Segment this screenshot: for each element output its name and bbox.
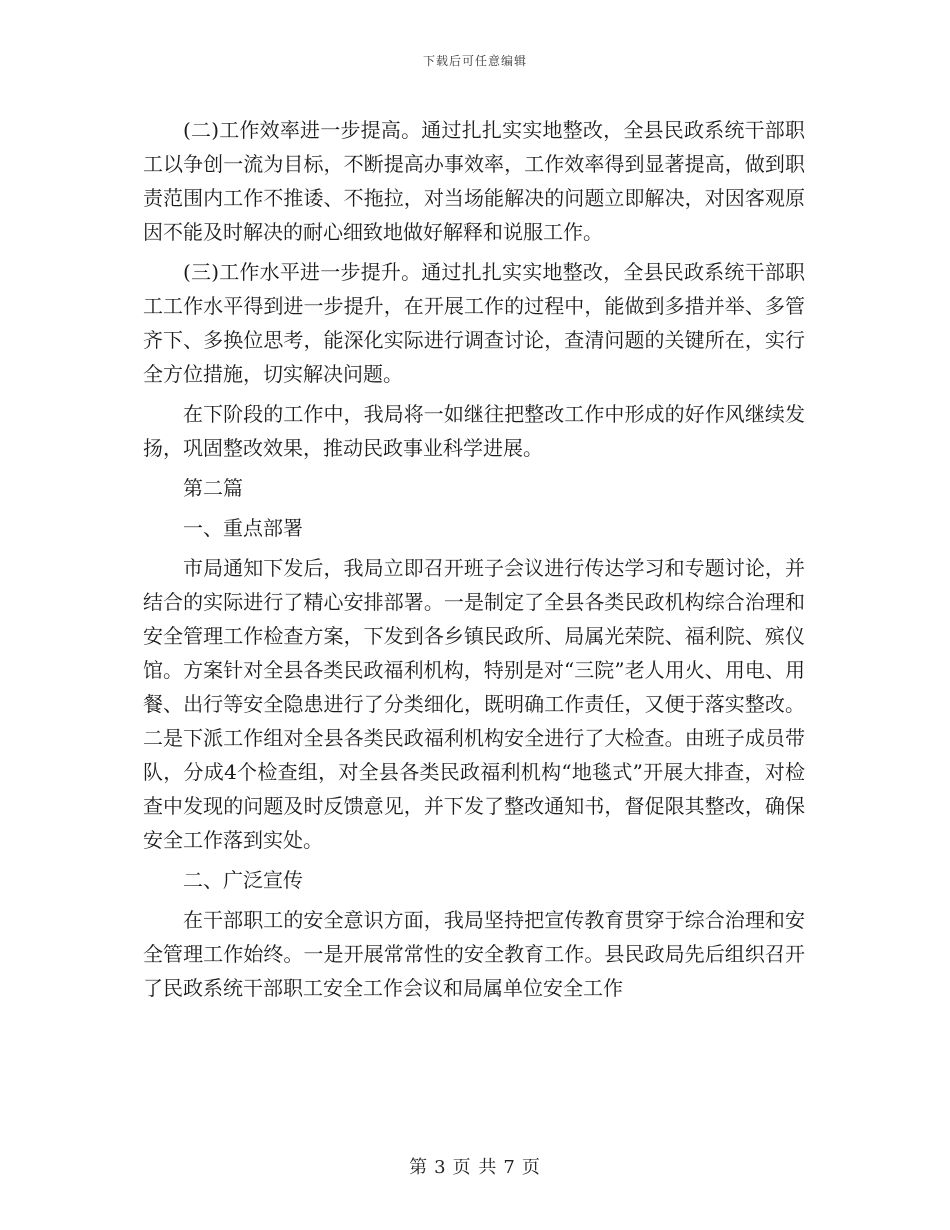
current-page-number: 3 bbox=[434, 1157, 447, 1178]
paragraph-deployment: 市局通知下发后，我局立即召开班子会议进行传达学习和专题讨论，并结合的实际进行了精心安排部署。一是制定了全县各类民政机构综合治理和安全管理工作检查方案，下发到各乡镇民政所、局属光荣院、福利院、殡仪馆。方案针对全县各类民政福利机构，特别是对“三院”老人用火、用电、用餐、出行等安全隐患进行了分类细化，既明确工作责任，又便于落实整改。二是下派工作组对全县各类民政福利机构安全进行了大检查。由班子成员带队，分成4个检查组，对全县各类民政福利机构“地毯式”开展大排查，对检查中发现的问题及时反馈意见，并下发了整改通知书，督促限其整改，确保安全工作落到实处。 bbox=[143, 556, 805, 852]
paragraph-efficiency: (二)工作效率进一步提高。通过扎扎实实地整改，全县民政系统干部职工以争创一流为目标，不断提高办事效率，工作效率得到显著提高，做到职责范围内工作不推诿、不拖拉，对当场能解决的问题立即解决，对因客观原因不能及时解决的耐心细致地做好解释和说服工作。 bbox=[143, 118, 805, 244]
total-page-count: 7 bbox=[503, 1157, 516, 1178]
footer-middle: 页 共 bbox=[452, 1157, 498, 1178]
page-header: 下载后可任意编辑 bbox=[422, 54, 527, 68]
paragraph-level: (三)工作水平进一步提升。通过扎扎实实地整改，全县民政系统干部职工工作水平得到进一步提升，在开展工作的过程中，能做到多措并举、多管齐下、多换位思考，能深化实际进行调查讨论，查清问题的关键所在，实行全方位措施，切实解决问题。 bbox=[143, 260, 805, 386]
footer-prefix: 第 bbox=[409, 1157, 429, 1178]
section-heading-publicity: 二、广泛宣传 bbox=[183, 868, 303, 892]
section-heading-part-two: 第二篇 bbox=[183, 476, 243, 500]
page-footer bbox=[0, 1153, 950, 1179]
paragraph-publicity: 在干部职工的安全意识方面，我局坚持把宣传教育贯穿于综合治理和安全管理工作始终。一是开展常常性的安全教育工作。县民政局先后组织召开了民政系统干部职工安全工作会议和局属单位安全工作 bbox=[143, 908, 805, 1000]
section-heading-deployment: 一、重点部署 bbox=[183, 516, 303, 540]
document-body bbox=[143, 113, 805, 1005]
paragraph-next-stage: 在下阶段的工作中，我局将一如继往把整改工作中形成的好作风继续发扬，巩固整改效果，推动民政事业科学进展。 bbox=[143, 402, 805, 460]
footer-suffix: 页 bbox=[521, 1157, 541, 1178]
